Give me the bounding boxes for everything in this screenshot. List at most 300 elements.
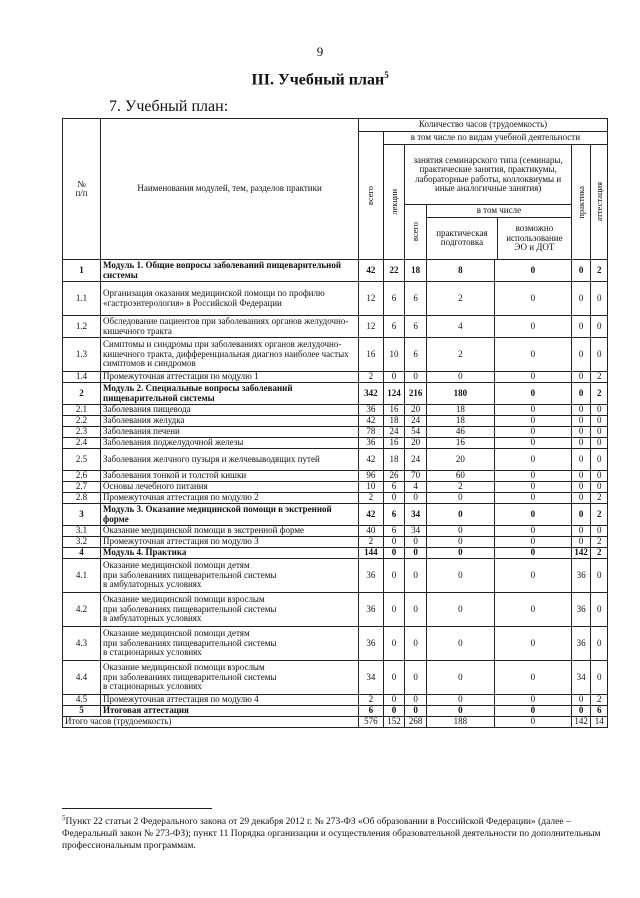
footnote-divider xyxy=(62,808,212,809)
row-value: 2 xyxy=(591,548,608,559)
table-row xyxy=(63,260,608,282)
row-value: 20 xyxy=(405,438,427,449)
row-name xyxy=(101,504,359,526)
row-value: 0 xyxy=(571,427,591,438)
row-value: 0 xyxy=(426,372,494,383)
row-value: 6 xyxy=(383,526,405,537)
row-name xyxy=(101,316,359,338)
total-row-value: 576 xyxy=(359,717,384,728)
table-row xyxy=(63,316,608,338)
table-row xyxy=(63,706,608,717)
row-value: 0 xyxy=(494,504,571,526)
row-value: 36 xyxy=(571,559,591,593)
row-value: 0 xyxy=(591,427,608,438)
row-value: 0 xyxy=(494,416,571,427)
row-value: 0 xyxy=(591,338,608,372)
table-row xyxy=(63,372,608,383)
row-value: 2 xyxy=(591,372,608,383)
row-name xyxy=(101,537,359,548)
row-value: 0 xyxy=(494,383,571,405)
row-value: 2 xyxy=(426,338,494,372)
row-value: 0 xyxy=(494,438,571,449)
row-value: 34 xyxy=(571,661,591,695)
row-value: 0 xyxy=(494,627,571,661)
table-row xyxy=(63,482,608,493)
table-row xyxy=(63,559,608,593)
row-value: 0 xyxy=(571,405,591,416)
row-value: 24 xyxy=(383,427,405,438)
row-number: 2.8 xyxy=(63,493,101,504)
plan-subtitle: 7. Учебный план: xyxy=(109,98,229,115)
row-value: 34 xyxy=(359,661,384,695)
row-value: 0 xyxy=(571,504,591,526)
row-value: 0 xyxy=(383,493,405,504)
header-incl-group: в том числе по видам учебной деятельности xyxy=(383,132,607,145)
row-value: 0 xyxy=(571,537,591,548)
row-value: 2 xyxy=(426,282,494,316)
row-value: 0 xyxy=(591,282,608,316)
table-row xyxy=(63,627,608,661)
row-number: 1 xyxy=(63,260,101,282)
row-value: 0 xyxy=(383,706,405,717)
row-value: 0 xyxy=(426,559,494,593)
row-value: 36 xyxy=(359,627,384,661)
total-row-value: 268 xyxy=(405,717,427,728)
row-name xyxy=(101,282,359,316)
row-value: 46 xyxy=(426,427,494,438)
row-value: 0 xyxy=(571,706,591,717)
row-value: 0 xyxy=(494,695,571,706)
row-name-text: Оказание медицинской помощи детям при заболеваниях пищеварительной системы в амбулаторных условиях xyxy=(103,560,277,590)
row-value: 2 xyxy=(591,493,608,504)
header-attestation: аттестация xyxy=(591,145,608,260)
row-value: 18 xyxy=(426,405,494,416)
row-value: 36 xyxy=(571,627,591,661)
total-row-value: 188 xyxy=(426,717,494,728)
row-value: 2 xyxy=(591,383,608,405)
row-value: 0 xyxy=(426,537,494,548)
row-name-text: Оказание медицинской помощи взрослым при заболеваниях пищеварительной системы в амбулаторных условиях xyxy=(103,594,277,624)
row-value: 0 xyxy=(494,471,571,482)
row-value: 180 xyxy=(426,383,494,405)
row-value: 12 xyxy=(359,282,384,316)
row-name xyxy=(101,383,359,405)
row-value: 6 xyxy=(405,338,427,372)
row-value: 4 xyxy=(405,482,427,493)
row-name xyxy=(101,338,359,372)
row-value: 144 xyxy=(359,548,384,559)
row-value: 6 xyxy=(383,504,405,526)
row-value: 6 xyxy=(383,316,405,338)
row-value: 18 xyxy=(405,260,427,282)
row-value: 20 xyxy=(405,405,427,416)
row-number: 3.2 xyxy=(63,537,101,548)
row-value: 70 xyxy=(405,471,427,482)
row-value: 96 xyxy=(359,471,384,482)
row-value: 0 xyxy=(383,695,405,706)
total-row-value: 0 xyxy=(494,717,571,728)
row-name-text: Основы лечебного питания xyxy=(103,481,208,492)
row-value: 36 xyxy=(359,405,384,416)
row-value: 142 xyxy=(571,548,591,559)
row-number: 2.1 xyxy=(63,405,101,416)
row-value: 60 xyxy=(426,471,494,482)
row-value: 0 xyxy=(405,372,427,383)
row-value: 124 xyxy=(383,383,405,405)
row-value: 0 xyxy=(591,661,608,695)
row-value: 216 xyxy=(405,383,427,405)
row-value: 0 xyxy=(591,593,608,627)
header-practical: практическая подготовка xyxy=(427,217,498,259)
row-value: 24 xyxy=(405,416,427,427)
row-value: 42 xyxy=(359,449,384,471)
row-value: 0 xyxy=(571,438,591,449)
row-number: 2.6 xyxy=(63,471,101,482)
row-value: 42 xyxy=(359,416,384,427)
row-number: 4.2 xyxy=(63,593,101,627)
row-number: 3.1 xyxy=(63,526,101,537)
row-value: 0 xyxy=(591,316,608,338)
row-value: 0 xyxy=(494,493,571,504)
table-row xyxy=(63,449,608,471)
header-sem-total: всего xyxy=(405,205,427,260)
row-name xyxy=(101,405,359,416)
header-incl-sub xyxy=(426,205,571,260)
row-value: 6 xyxy=(591,706,608,717)
row-name-text: Оказание медицинской помощи детям при заболеваниях пищеварительной системы в стационарных условиях xyxy=(103,628,277,658)
row-name-text: Модуль 4. Практика xyxy=(103,547,187,558)
footnote-mark: 5 xyxy=(62,814,66,822)
row-name xyxy=(101,438,359,449)
header-sub-table xyxy=(427,205,571,259)
row-value: 0 xyxy=(494,316,571,338)
row-value: 0 xyxy=(383,593,405,627)
row-value: 6 xyxy=(359,706,384,717)
total-row-value: 142 xyxy=(571,717,591,728)
row-number: 4.3 xyxy=(63,627,101,661)
header-practice: практика xyxy=(571,145,591,260)
row-number: 2.7 xyxy=(63,482,101,493)
header-lectures: лекции xyxy=(383,145,405,260)
title-footnote-mark: 5 xyxy=(384,70,389,80)
row-value: 0 xyxy=(383,661,405,695)
row-value: 0 xyxy=(571,471,591,482)
row-value: 0 xyxy=(591,559,608,593)
row-number: 1.2 xyxy=(63,316,101,338)
row-value: 0 xyxy=(405,493,427,504)
row-value: 0 xyxy=(571,372,591,383)
row-name-text: Заболевания печени xyxy=(103,426,180,437)
row-value: 0 xyxy=(426,526,494,537)
row-value: 26 xyxy=(383,471,405,482)
row-value: 0 xyxy=(383,627,405,661)
row-number: 5 xyxy=(63,706,101,717)
header-num: № п/п xyxy=(63,119,101,260)
row-value: 16 xyxy=(426,438,494,449)
row-value: 0 xyxy=(426,548,494,559)
row-value: 2 xyxy=(359,695,384,706)
row-value: 0 xyxy=(494,593,571,627)
row-name-text: Модуль 1. Общие вопросы заболеваний пищеварительной системы xyxy=(103,260,342,280)
row-value: 34 xyxy=(405,526,427,537)
table-row xyxy=(63,383,608,405)
row-value: 0 xyxy=(494,282,571,316)
row-value: 16 xyxy=(359,338,384,372)
row-value: 0 xyxy=(405,559,427,593)
row-value: 0 xyxy=(571,338,591,372)
row-value: 0 xyxy=(494,661,571,695)
row-value: 0 xyxy=(591,438,608,449)
row-value: 36 xyxy=(359,593,384,627)
row-number: 4.4 xyxy=(63,661,101,695)
header-incl: в том числе xyxy=(427,205,571,217)
row-name xyxy=(101,471,359,482)
row-number: 3 xyxy=(63,504,101,526)
row-value: 0 xyxy=(494,559,571,593)
row-value: 12 xyxy=(359,316,384,338)
row-value: 0 xyxy=(426,593,494,627)
row-value: 10 xyxy=(383,338,405,372)
row-value: 0 xyxy=(426,706,494,717)
row-name-text: Промежуточная аттестация по модулю 1 xyxy=(103,371,259,382)
row-value: 0 xyxy=(494,427,571,438)
row-value: 2 xyxy=(591,504,608,526)
table-row xyxy=(63,282,608,316)
row-value: 2 xyxy=(359,537,384,548)
row-value: 0 xyxy=(494,338,571,372)
row-value: 16 xyxy=(383,438,405,449)
footnote xyxy=(62,814,608,853)
row-name-text: Симптомы и синдромы при заболеваниях органов желудочно-кишечного тракта, дифференциальная диагноз наиболее частых симптомов и синдромов xyxy=(103,339,349,369)
row-value: 36 xyxy=(359,438,384,449)
table-row xyxy=(63,661,608,695)
table-row xyxy=(63,593,608,627)
row-value: 40 xyxy=(359,526,384,537)
row-name-text: Заболевания пищевода xyxy=(103,404,191,415)
row-value: 0 xyxy=(383,548,405,559)
row-value: 0 xyxy=(426,661,494,695)
row-name-text: Организация оказания медицинской помощи по профилю «гастроэнтерология» в Российской Федерации xyxy=(103,288,325,308)
row-value: 0 xyxy=(494,260,571,282)
row-value: 0 xyxy=(571,493,591,504)
row-name xyxy=(101,559,359,593)
table-row xyxy=(63,526,608,537)
title-text: III. Учебный план xyxy=(251,71,385,89)
row-value: 0 xyxy=(591,405,608,416)
total-row-label: Итого часов (трудоемкость) xyxy=(63,717,359,728)
row-value: 78 xyxy=(359,427,384,438)
row-name xyxy=(101,661,359,695)
row-number: 2 xyxy=(63,383,101,405)
row-value: 18 xyxy=(383,416,405,427)
row-value: 0 xyxy=(383,537,405,548)
row-value: 2 xyxy=(591,695,608,706)
section-title xyxy=(0,70,640,89)
row-value: 0 xyxy=(571,482,591,493)
table-body xyxy=(63,260,608,728)
row-value: 0 xyxy=(494,482,571,493)
row-value: 0 xyxy=(591,526,608,537)
row-value: 0 xyxy=(405,537,427,548)
row-value: 0 xyxy=(405,627,427,661)
row-name xyxy=(101,482,359,493)
row-name xyxy=(101,427,359,438)
row-value: 0 xyxy=(571,316,591,338)
row-name-text: Заболевания тонкой и толстой кишки xyxy=(103,470,247,481)
row-name xyxy=(101,260,359,282)
row-value: 0 xyxy=(571,416,591,427)
row-value: 34 xyxy=(405,504,427,526)
table-header xyxy=(63,119,608,260)
row-value: 6 xyxy=(405,282,427,316)
row-value: 0 xyxy=(426,627,494,661)
row-value: 36 xyxy=(571,593,591,627)
row-name-text: Промежуточная аттестация по модулю 2 xyxy=(103,492,259,503)
table-row xyxy=(63,405,608,416)
row-value: 0 xyxy=(591,471,608,482)
row-value: 16 xyxy=(383,405,405,416)
row-value: 24 xyxy=(405,449,427,471)
row-value: 2 xyxy=(359,372,384,383)
row-number: 4.1 xyxy=(63,559,101,593)
row-value: 0 xyxy=(494,706,571,717)
row-name-text: Заболевания желудка xyxy=(103,415,185,426)
row-number: 2.5 xyxy=(63,449,101,471)
row-value: 0 xyxy=(494,548,571,559)
row-value: 0 xyxy=(405,548,427,559)
row-value: 0 xyxy=(405,661,427,695)
row-value: 0 xyxy=(591,627,608,661)
table-row xyxy=(63,504,608,526)
row-name-text: Модуль 3. Оказание медицинской помощи в экстренной форме xyxy=(103,504,332,524)
table-row xyxy=(63,493,608,504)
row-value: 0 xyxy=(405,706,427,717)
total-row-value: 14 xyxy=(591,717,608,728)
row-value: 22 xyxy=(383,260,405,282)
table-row xyxy=(63,548,608,559)
row-value: 0 xyxy=(571,282,591,316)
row-value: 0 xyxy=(591,449,608,471)
table-row xyxy=(63,416,608,427)
row-value: 0 xyxy=(571,526,591,537)
header-hours-group: Количество часов (трудоемкость) xyxy=(359,119,608,132)
row-value: 0 xyxy=(591,416,608,427)
row-name-text: Заболевания желчного пузыря и желчевыводящих путей xyxy=(103,453,320,464)
row-name-text: Итоговая аттестация xyxy=(103,705,189,716)
table-row xyxy=(63,471,608,482)
row-name xyxy=(101,372,359,383)
row-name xyxy=(101,706,359,717)
row-name xyxy=(101,416,359,427)
row-value: 0 xyxy=(426,504,494,526)
row-name-text: Обследование пациентов при заболеваниях органов желудочно-кишечного тракта xyxy=(103,316,349,336)
row-number: 1.3 xyxy=(63,338,101,372)
row-value: 0 xyxy=(571,449,591,471)
row-name-text: Оказание медицинской помощи взрослым при заболеваниях пищеварительной системы в стационарных условиях xyxy=(103,662,277,692)
row-name xyxy=(101,695,359,706)
header-seminars-group: занятия семинарского типа (семинары, практические занятия, практикумы, лабораторные работы, коллоквиумы и иные аналогичные занятия) xyxy=(405,145,572,205)
row-name-text: Оказание медицинской помощи в экстренной форме xyxy=(103,525,305,536)
row-value: 0 xyxy=(426,493,494,504)
row-name-text: Промежуточная аттестация по модулю 4 xyxy=(103,694,259,705)
row-value: 20 xyxy=(426,449,494,471)
row-number: 2.2 xyxy=(63,416,101,427)
row-value: 18 xyxy=(383,449,405,471)
row-name xyxy=(101,627,359,661)
row-name-text: Модуль 2. Специальные вопросы заболеваний пищеварительной системы xyxy=(103,383,293,403)
row-number: 4 xyxy=(63,548,101,559)
table-row xyxy=(63,338,608,372)
row-value: 0 xyxy=(494,372,571,383)
row-value: 0 xyxy=(494,449,571,471)
row-name xyxy=(101,449,359,471)
header-name: Наименования модулей, тем, разделов практики xyxy=(101,119,359,260)
row-value: 18 xyxy=(426,416,494,427)
row-value: 0 xyxy=(591,482,608,493)
row-value: 42 xyxy=(359,504,384,526)
row-value: 6 xyxy=(383,482,405,493)
table-row xyxy=(63,695,608,706)
row-value: 2 xyxy=(591,260,608,282)
row-value: 0 xyxy=(405,593,427,627)
row-value: 0 xyxy=(405,695,427,706)
curriculum-table xyxy=(62,118,608,728)
row-value: 42 xyxy=(359,260,384,282)
footnote-text: Пункт 22 статьи 2 Федерального закона от 29 декабря 2012 г. № 273-ФЗ «Об образовании в Российской Федерации» (далее – Федеральный закон № 273-ФЗ); пункт 11 Порядка организации и осуществления образовательной деятельности по дополнительным профессиональным программам. xyxy=(62,817,601,851)
row-number: 2.3 xyxy=(63,427,101,438)
row-name-text: Промежуточная аттестация по модулю 3 xyxy=(103,536,259,547)
row-number: 4.5 xyxy=(63,695,101,706)
row-number: 1.4 xyxy=(63,372,101,383)
table-row xyxy=(63,537,608,548)
row-value: 36 xyxy=(359,559,384,593)
row-value: 6 xyxy=(405,316,427,338)
row-value: 0 xyxy=(571,695,591,706)
row-value: 0 xyxy=(426,695,494,706)
row-number: 2.4 xyxy=(63,438,101,449)
row-value: 54 xyxy=(405,427,427,438)
row-value: 0 xyxy=(494,405,571,416)
row-value: 2 xyxy=(426,482,494,493)
table-row xyxy=(63,427,608,438)
row-value: 10 xyxy=(359,482,384,493)
row-value: 8 xyxy=(426,260,494,282)
row-value: 0 xyxy=(571,383,591,405)
row-name-text: Заболевания поджелудочной железы xyxy=(103,437,244,448)
row-value: 4 xyxy=(426,316,494,338)
total-row xyxy=(63,717,608,728)
header-eo: возможно использование ЭО и ДОТ xyxy=(506,223,563,252)
row-value: 2 xyxy=(359,493,384,504)
row-value: 2 xyxy=(591,537,608,548)
header-total: всего xyxy=(359,132,384,260)
page-number: 9 xyxy=(316,44,324,59)
row-name xyxy=(101,593,359,627)
row-value: 342 xyxy=(359,383,384,405)
row-value: 0 xyxy=(383,372,405,383)
row-number: 1.1 xyxy=(63,282,101,316)
row-value: 0 xyxy=(571,260,591,282)
row-value: 0 xyxy=(494,526,571,537)
row-value: 0 xyxy=(383,559,405,593)
table-row xyxy=(63,438,608,449)
row-name xyxy=(101,526,359,537)
row-value: 6 xyxy=(383,282,405,316)
row-name xyxy=(101,493,359,504)
row-name xyxy=(101,548,359,559)
row-value: 0 xyxy=(494,537,571,548)
total-row-value: 152 xyxy=(383,717,405,728)
